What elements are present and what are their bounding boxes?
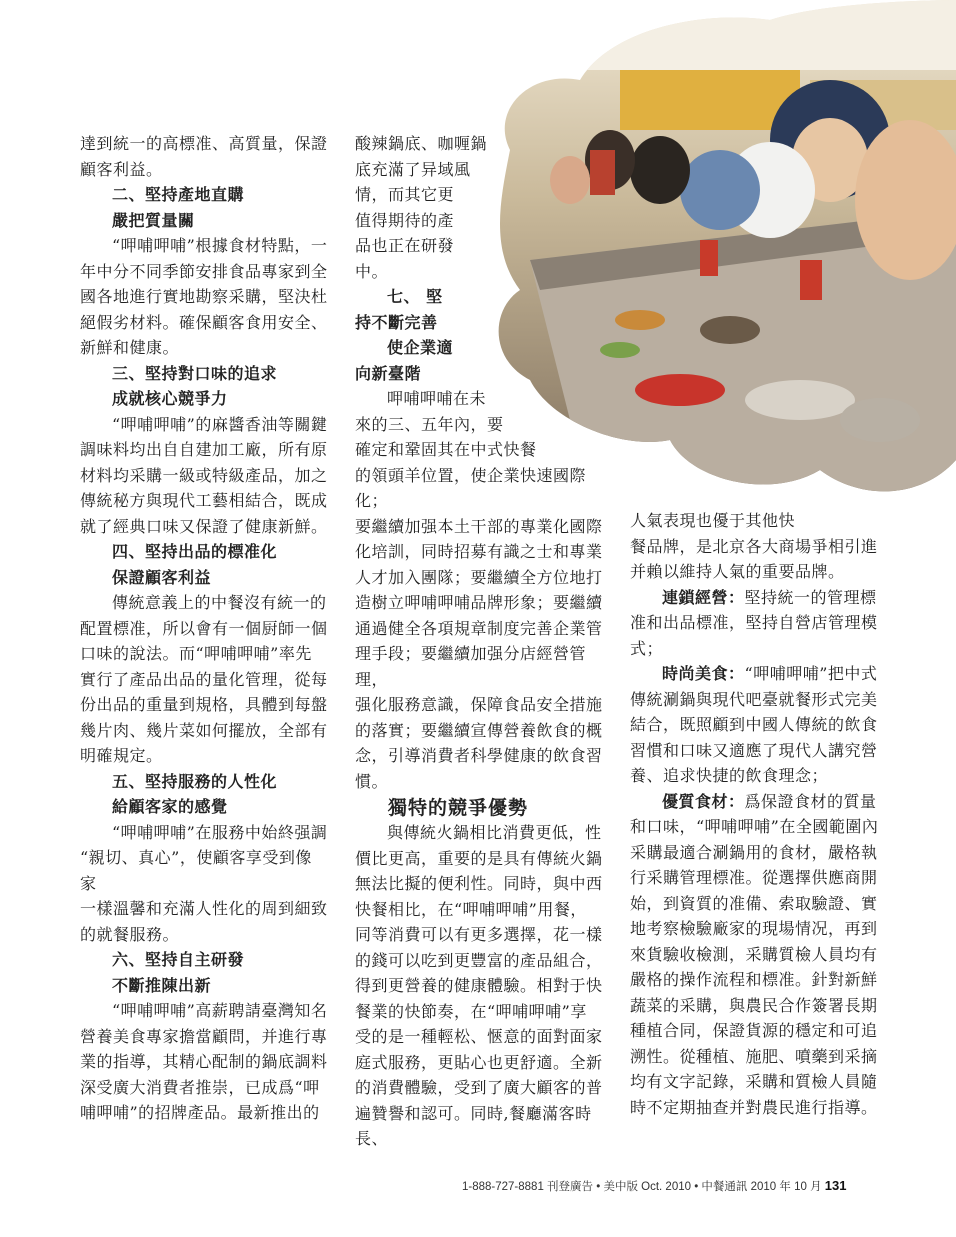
- text-line: [355, 514, 607, 540]
- text-line: [80, 488, 328, 514]
- text-line: [630, 763, 880, 789]
- subheading: [80, 947, 328, 973]
- line-text: 人氣表現也優于其他快: [630, 511, 796, 530]
- line-text: “呷哺呷哺”在服務中始終强調: [112, 822, 328, 842]
- line-text: 餐品牌，是北京各大商場爭相引進: [630, 536, 878, 556]
- text-line: [80, 310, 328, 336]
- text-line: [355, 1101, 607, 1152]
- text-line: [630, 585, 880, 611]
- line-text: 中。: [355, 261, 389, 281]
- text-line: [355, 361, 607, 387]
- line-text: 的領頭羊位置，使企業快速國際化；: [355, 465, 587, 510]
- line-text: 確定和鞏固其在中式快餐: [355, 440, 537, 459]
- line-text: 與傳統火鍋相比消費更低，性: [387, 823, 602, 842]
- line-text: 通過健全各項規章制度完善企業管: [355, 618, 603, 638]
- line-text: 呷哺呷哺在未: [387, 389, 487, 408]
- text-line: [355, 259, 607, 285]
- line-text: 蔬菜的采購，與農民合作簽署長期: [630, 995, 878, 1015]
- line-text: 材料均采購一級或特級產品，加之: [80, 465, 328, 485]
- text-line: [355, 743, 607, 769]
- text-line: [80, 1075, 328, 1101]
- text-line: [630, 814, 880, 840]
- text-line: [355, 973, 607, 999]
- subheading: [80, 386, 328, 412]
- line-text: 得到更營養的健康體驗。相對于快: [355, 976, 603, 995]
- line-text: 堅持統一的管理標: [744, 587, 877, 607]
- bold-lead: 連鎖經營：: [662, 587, 745, 607]
- line-text: 采購最適合涮鍋用的食材，嚴格執: [630, 842, 878, 862]
- line-text: 行采購管理標准。從選擇供應商開: [630, 868, 878, 887]
- text-line: [630, 559, 880, 585]
- line-text: 口味的說法。而“呷哺呷哺”率先: [80, 644, 312, 663]
- line-text: 養、追求快捷的飲食理念；: [630, 766, 829, 785]
- line-text: 習慣和口味又適應了現代人講究營: [630, 740, 878, 760]
- bold-lead: 優質食材：: [662, 791, 745, 811]
- text-line: [630, 891, 880, 917]
- text-line: [630, 1018, 880, 1044]
- line-text: 來貨驗收檢測，采購質檢人員均有: [630, 944, 878, 964]
- text-line: [80, 590, 328, 616]
- column-2-bottom: [355, 820, 607, 1152]
- text-line: [630, 738, 880, 764]
- subheading: [80, 565, 328, 591]
- text-line: [80, 131, 328, 157]
- text-line: [80, 1100, 328, 1126]
- text-line: [355, 871, 607, 897]
- text-line: [630, 1044, 880, 1070]
- line-text: 持不斷完善: [355, 312, 438, 332]
- text-line: [630, 967, 880, 993]
- text-line: [80, 1049, 328, 1075]
- text-line: [80, 412, 328, 438]
- line-text: 理手段；要繼續加强分店經營管理，: [355, 644, 587, 689]
- line-text: 保證顧客利益: [112, 567, 212, 587]
- line-text: 五、堅持服務的人性化: [112, 771, 278, 791]
- line-text: 業的指導，其精心配制的鍋底調料: [80, 1052, 328, 1071]
- line-text: “呷哺呷哺”高薪聘請臺灣知名: [112, 1001, 328, 1020]
- text-line: [80, 463, 328, 489]
- text-line: [355, 769, 607, 795]
- line-text: 快餐相比，在“呷哺呷哺”用餐，: [355, 899, 587, 919]
- line-text: 受的是一種輕松、愜意的面對面家: [355, 1027, 603, 1046]
- line-text: 均有文字記錄，采購和質檢人員隨: [630, 1072, 878, 1091]
- line-text: 給顧客家的感覺: [112, 797, 228, 816]
- line-text: 准和出品標准，堅持自營店管理模: [630, 613, 878, 632]
- line-text: 情，而其它更: [355, 185, 455, 204]
- page-footer: [462, 1178, 847, 1194]
- text-line: [355, 310, 607, 336]
- line-text: 酸辣鍋底、咖喱鍋: [355, 134, 488, 153]
- line-text: 二、堅持產地直購: [112, 185, 245, 204]
- line-text: 底充滿了异域風: [355, 159, 471, 179]
- line-text: 成就核心競爭力: [112, 389, 228, 408]
- line-text: 來的三、五年內，要: [355, 414, 504, 434]
- line-text: 始，到資質的准備、索取驗證、實: [630, 893, 878, 913]
- line-text: 和口味，“呷哺呷哺”在全國範圍內: [630, 817, 879, 836]
- text-line: [80, 692, 328, 718]
- line-text: 實行了產品出品的量化管理，從每: [80, 669, 328, 689]
- line-text: 絕假劣材料。確保顧客食用安全、: [80, 312, 328, 332]
- line-text: 品也正在研發: [355, 236, 455, 255]
- line-text: 調味料均出自自建加工廠，所有原: [80, 440, 328, 459]
- line-text: 幾片肉、幾片菜如何擺放，全部有: [80, 720, 328, 740]
- text-line: [355, 1075, 607, 1101]
- line-text: 明確規定。: [80, 746, 163, 765]
- text-line: [355, 692, 607, 718]
- text-line: [630, 687, 880, 713]
- page-number: 131: [824, 1178, 847, 1193]
- line-text: 傳統秘方與現代工藝相結合，既成: [80, 491, 328, 510]
- text-line: [80, 437, 328, 463]
- text-line: [630, 636, 880, 662]
- text-line: [80, 896, 328, 922]
- text-line: [355, 1050, 607, 1076]
- line-text: 的錢可以吃到更豐富的產品組合，: [355, 950, 603, 970]
- line-text: 地考察檢驗廠家的現場情况，再到: [630, 919, 878, 938]
- line-text: 時不定期抽查并對農民進行指導。: [630, 1097, 878, 1117]
- line-text: 的消費體驗，受到了廣大顧客的普: [355, 1078, 603, 1097]
- subheading: [80, 361, 328, 387]
- line-text: 溯性。從種植、施肥、噴藥到采摘: [630, 1046, 878, 1066]
- text-line: [80, 157, 328, 183]
- line-text: 嚴把質量關: [112, 210, 195, 230]
- text-line: [80, 718, 328, 744]
- line-text: 遍贊譽和認可。同時,餐廳滿客時長、: [355, 1103, 592, 1148]
- line-text: 配置標准，所以會有一個厨師一個: [80, 618, 328, 638]
- text-line: [80, 335, 328, 361]
- line-text: 國各地進行實地勘察采購，堅決杜: [80, 287, 328, 306]
- line-text: 顧客利益。: [80, 159, 163, 179]
- footer-text: 1-888-727-8881 刊登廣告 • 美中版 Oct. 2010 • 中餐通訊 2010 年 10 月: [462, 1181, 822, 1193]
- line-text: 種植合同，保證貨源的穩定和可追: [630, 1021, 878, 1040]
- text-line: [630, 993, 880, 1019]
- text-line: [630, 916, 880, 942]
- line-text: 的就餐服務。: [80, 924, 180, 944]
- line-text: 七、 堅: [387, 287, 443, 306]
- subheading: [80, 973, 328, 999]
- line-text: 同等消費可以有更多選擇，花一樣: [355, 925, 603, 944]
- subheading: [80, 794, 328, 820]
- text-line: [80, 1024, 328, 1050]
- text-line: [355, 616, 607, 642]
- line-text: 營養美食專家擔當顧問，并進行專: [80, 1026, 328, 1046]
- line-text: 一樣溫馨和充滿人性化的周到細致: [80, 899, 328, 918]
- text-line: [630, 789, 880, 815]
- text-line: [355, 208, 607, 234]
- line-text: 庭式服務，更貼心也更舒適。全新: [355, 1052, 603, 1072]
- text-line: [630, 712, 880, 738]
- text-line: [80, 284, 328, 310]
- text-line: [80, 743, 328, 769]
- subheading: [80, 769, 328, 795]
- text-line: [630, 1069, 880, 1095]
- line-text: 不斷推陳出新: [112, 975, 212, 995]
- text-line: [80, 259, 328, 285]
- line-text: 值得期待的產: [355, 210, 455, 230]
- line-text: 無法比擬的便利性。同時，與中西: [355, 874, 603, 893]
- text-line: [355, 565, 607, 591]
- line-text: 傳統意義上的中餐沒有統一的: [112, 593, 327, 612]
- bold-lead: 時尚美食：: [662, 664, 745, 683]
- text-line: [355, 590, 607, 616]
- line-text: 哺呷哺”的招牌產品。最新推出的: [80, 1103, 320, 1122]
- line-text: 年中分不同季節安排食品專家到全: [80, 261, 328, 281]
- line-text: 嚴格的操作流程和標准。針對新鮮: [630, 970, 878, 989]
- text-line: [630, 942, 880, 968]
- line-text: 三、堅持對口味的追求: [112, 363, 278, 383]
- text-line: [80, 922, 328, 948]
- text-line: [80, 667, 328, 693]
- line-text: 的落實；要繼續宣傳營養飲食的概: [355, 720, 603, 740]
- text-line: [355, 157, 607, 183]
- line-text: 達到統一的高標准、高質量，保證: [80, 134, 328, 153]
- subheading: [80, 208, 328, 234]
- text-line: [80, 845, 328, 896]
- text-line: [355, 846, 607, 872]
- text-line: [355, 386, 607, 412]
- line-text: “呷哺呷哺”根據食材特點，一: [112, 236, 328, 255]
- text-line: [630, 840, 880, 866]
- line-text: “呷哺呷哺”的麻醬香油等關鍵: [112, 414, 328, 434]
- text-line: [355, 948, 607, 974]
- line-text: 份出品的重量到規格，具體到每盤: [80, 695, 328, 714]
- line-text: 新鮮和健康。: [80, 338, 180, 357]
- line-text: 餐業的快節奏，在“呷哺呷哺”享: [355, 1001, 587, 1021]
- line-text: 四、堅持出品的標准化: [112, 542, 278, 561]
- line-text: 向新臺階: [355, 363, 422, 383]
- text-line: [355, 820, 607, 846]
- text-line: [80, 514, 328, 540]
- line-text: 深受廣大消費者推崇，已成爲“呷: [80, 1077, 320, 1097]
- text-line: [355, 131, 607, 157]
- line-text: 結合，既照顧到中國人傳統的飲食: [630, 715, 878, 734]
- subheading: [80, 539, 328, 565]
- line-text: 并賴以維持人氣的重要品牌。: [630, 562, 845, 581]
- text-line: [355, 897, 607, 923]
- line-text: 化培訓，同時招募有識之士和專業: [355, 542, 603, 561]
- line-text: 式；: [630, 638, 664, 658]
- text-line: [630, 661, 880, 687]
- text-line: [630, 534, 880, 560]
- column-2-top: [355, 131, 607, 794]
- line-text: 人才加入團隊；要繼續全方位地打: [355, 567, 603, 587]
- line-text: 傳統涮鍋與現代吧臺就餐形式完美: [630, 689, 878, 709]
- text-line: [80, 641, 328, 667]
- text-line: [355, 539, 607, 565]
- line-text: 念，引導消費者科學健康的飲食習: [355, 746, 603, 765]
- text-line: [630, 1095, 880, 1121]
- subheading: [355, 284, 607, 310]
- line-text: 六、堅持自主研發: [112, 950, 245, 969]
- line-text: 使企業適: [387, 338, 454, 357]
- line-text: 就了經典口味又保證了健康新鮮。: [80, 516, 328, 536]
- text-line: [630, 865, 880, 891]
- text-line: [355, 463, 607, 514]
- text-line: [80, 233, 328, 259]
- text-line: [355, 718, 607, 744]
- text-line: [355, 182, 607, 208]
- text-line: [355, 641, 607, 692]
- line-text: 强化服務意識，保障食品安全措施: [355, 695, 603, 714]
- text-line: [355, 437, 607, 463]
- line-text: 要繼續加强本土干部的專業化國際: [355, 516, 603, 536]
- text-line: [355, 999, 607, 1025]
- text-line: [355, 233, 607, 259]
- text-line: [80, 998, 328, 1024]
- text-line: [355, 922, 607, 948]
- text-line: [630, 610, 880, 636]
- line-text: 慣。: [355, 771, 389, 791]
- column-1: [80, 131, 328, 1126]
- subheading: [80, 182, 328, 208]
- line-text: “親切、真心”，使顧客享受到像家: [80, 848, 312, 893]
- line-text: “呷哺呷哺”把中式: [744, 664, 878, 683]
- subheading: [355, 335, 607, 361]
- text-line: [80, 616, 328, 642]
- text-line: [355, 412, 607, 438]
- section-title: 獨特的競爭優勢: [388, 797, 529, 819]
- line-text: 價比更高，重要的是具有傳統火鍋: [355, 848, 603, 868]
- text-line: [630, 508, 880, 534]
- text-line: [355, 1024, 607, 1050]
- text-line: [80, 820, 328, 846]
- line-text: 造樹立呷哺呷哺品牌形象；要繼續: [355, 593, 603, 612]
- column-3: [630, 508, 880, 1120]
- line-text: 爲保證食材的質量: [744, 791, 877, 811]
